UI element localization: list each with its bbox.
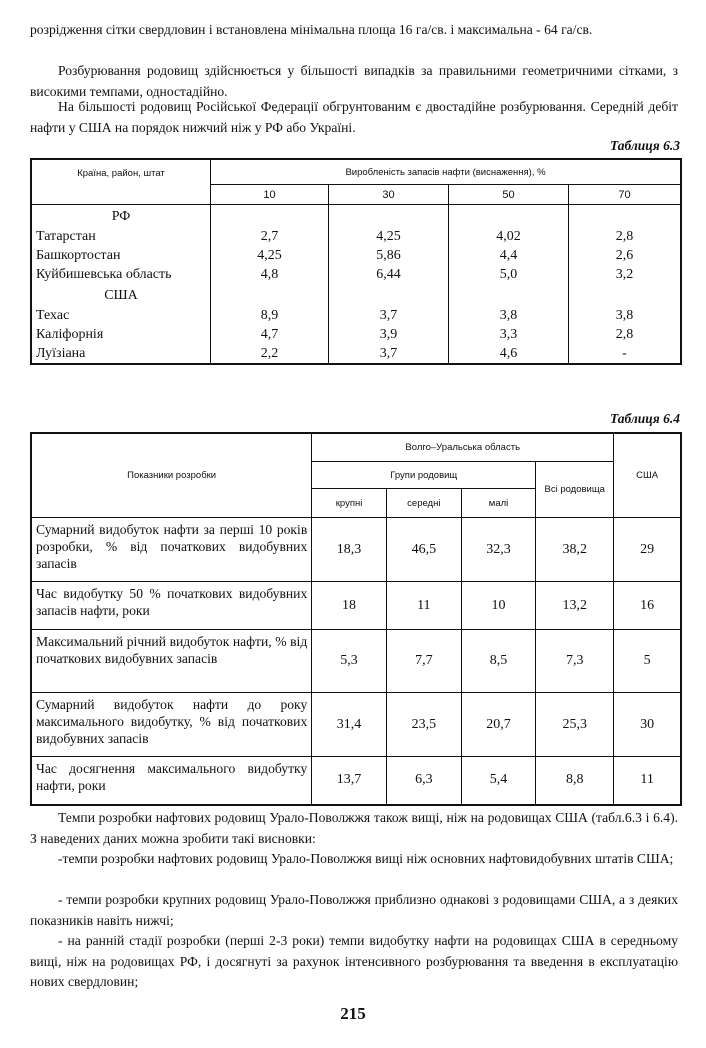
cell: 20,7 [461,693,536,757]
header-indicators: Показники розробки [31,433,312,518]
header-volga-ural: Волго–Уральська область [312,433,614,462]
header-level: 30 [329,185,449,205]
table-row [31,306,681,325]
cell: 5,86 [329,246,449,265]
header-small: малі [461,489,536,518]
cell: 3,7 [329,306,449,325]
cell: 4,8 [211,265,329,284]
cell: 32,3 [461,518,536,582]
row-label: Луїзіана [31,344,211,364]
row-label: Куйбишевська область [31,265,211,284]
cell: 3,2 [615,266,634,282]
row-label: Сумарний видобуток нафти за перші 10 років розробки, % від початкових видобувних запасів [31,518,312,582]
table-6-3-caption: Таблиця 6.3 [609,138,680,153]
cell: 6,3 [386,757,461,805]
cell: 11 [386,582,461,630]
table-row [31,757,681,805]
header-large: крупні [312,489,387,518]
header-level: 70 [569,185,682,205]
header-level: 10 [211,185,329,205]
cell: 5 [614,630,681,693]
conclusion-bullet-1: -темпи розробки нафтових родовищ Урало-Поволжжя вищі ніж основних нафтовидобувних штатів США; [58,851,674,866]
cell: 4,4 [449,246,569,265]
row-label: Час видобутку 50 % початкових видобувних запасів нафти, роки [31,582,312,630]
header-field-groups: Групи родовищ [312,462,536,489]
conclusion-paragraph: Темпи розробки нафтових родовищ Урало-Поволжжя також вищі, ніж на родовищах США (табл.6.3 і 6.4). З наведених даних можна зробити такі висновки: [30,810,678,846]
conclusion-bullet-2: - темпи розробки крупних родовищ Урало-Поволжжя приблизно однакові з родовищами США, а з деяких показників навіть нижчі; [30,892,678,928]
row-label: Башкортостан [31,246,211,265]
cell: 29 [614,518,681,582]
cell: 3,9 [329,325,449,344]
header-all-fields: Всі родовища [536,462,614,518]
cell: 13,7 [312,757,387,805]
header-level: 50 [449,185,569,205]
cell: 4,7 [211,325,329,344]
row-label: Каліфорнія [31,325,211,344]
cell: 5,3 [312,630,387,693]
intro-paragraph-2: Розбурювання родовищ здійснюється у більшості випадків за правильними геометричними сітками, з високими темпами, одностадійно. [30,63,678,99]
cell: 3,8 [449,306,569,325]
table-row [31,630,681,693]
cell: 2,6 [615,247,634,263]
cell: 6,44 [329,265,449,284]
cell: 8,5 [461,630,536,693]
cell: 25,3 [536,693,614,757]
cell: 8,8 [536,757,614,805]
header-medium: середні [386,489,461,518]
cell: 23,5 [386,693,461,757]
table-row [31,227,681,246]
cell: 18,3 [312,518,387,582]
cell: 11 [614,757,681,805]
cell: 18 [312,582,387,630]
table-row [31,325,681,344]
cell: 2,7 [211,227,329,246]
conclusion-bullet-3: - на ранній стадії розробки (перші 2-3 роки) темпи видобутку нафти на родовищах США в середньому вищі, ніж на родовищах РФ, і досягнуті за рахунок інтенсивного розбурювання та введення в експлуатацію нових свердловин; [30,933,678,989]
cell: 4,25 [329,227,449,246]
cell: 2,8 [615,228,634,244]
intro-paragraph-1: розрідження сітки свердловин і встановлена мінімальна площа 16 га/св. і максимальна - 64 га/св. [30,22,593,37]
cell: 8,9 [211,306,329,325]
group-label: США [31,284,211,306]
cell: 4,6 [449,344,569,364]
cell: 31,4 [312,693,387,757]
group-label: РФ [31,205,211,228]
cell: 2,8 [615,326,634,342]
row-label: Максимальний річний видобуток нафти, % від початкових видобувних запасів [31,630,312,693]
table-6-4 [30,432,682,806]
cell: 13,2 [536,582,614,630]
cell: 2,2 [211,344,329,364]
cell: 30 [614,693,681,757]
table-row [31,582,681,630]
cell: 3,8 [615,307,634,323]
row-label: Час досягнення максимального видобутку нафти, роки [31,757,312,805]
intro-paragraph-3: На більшості родовищ Російської Федерації обгрунтованим є двостадійне розбурювання. Середній дебіт нафти у США на порядок нижчий ніж у РФ або Україні. [30,99,678,135]
cell: 16 [614,582,681,630]
table-row [31,246,681,265]
cell: 4,25 [211,246,329,265]
table-row [31,265,681,284]
cell: 7,3 [536,630,614,693]
header-depletion: Виробленість запасів нафти (виснаження), % [211,159,682,185]
cell: 10 [461,582,536,630]
table-row [31,518,681,582]
header-region: Країна, район, штат [31,159,211,205]
table-6-3 [30,158,682,365]
cell: 3,7 [329,344,449,364]
table-6-4-caption: Таблиця 6.4 [609,411,680,426]
row-label: Техас [31,306,211,325]
table-row [31,693,681,757]
cell: 38,2 [536,518,614,582]
cell: - [622,345,627,361]
row-label: Сумарний видобуток нафти до року максимального видобутку, % від початкових видобувних запасів [31,693,312,757]
row-label: Татарстан [31,227,211,246]
table-row [31,344,681,364]
page-number: 215 [340,1004,366,1023]
cell: 5,0 [449,265,569,284]
cell: 3,3 [449,325,569,344]
cell: 46,5 [386,518,461,582]
header-usa: США [614,433,681,518]
cell: 4,02 [449,227,569,246]
cell: 7,7 [386,630,461,693]
cell: 5,4 [461,757,536,805]
